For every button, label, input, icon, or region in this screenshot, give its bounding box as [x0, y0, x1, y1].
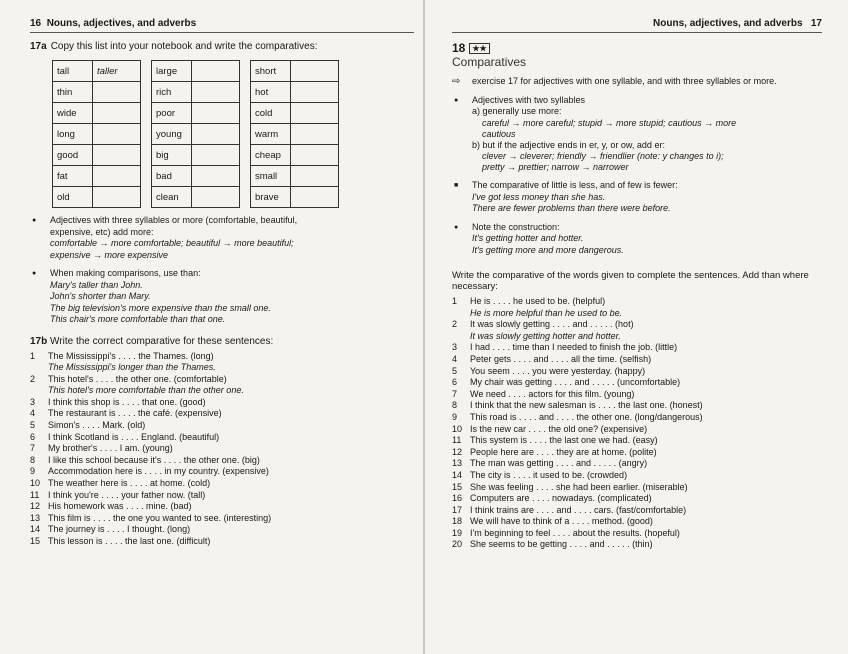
- comparative-cell: [192, 145, 240, 166]
- adjective-cell: big: [152, 145, 192, 166]
- item-number: 14: [452, 469, 463, 480]
- item-text: My brother's . . . . I am. (young): [48, 443, 173, 454]
- item-number: 1: [452, 296, 458, 306]
- adjective-cell: long: [53, 124, 93, 145]
- table-row: [251, 124, 339, 145]
- right-running-title: Nouns, adjectives, and adverbs: [653, 18, 803, 29]
- item-number: 19: [452, 527, 463, 538]
- list-item: [452, 377, 822, 389]
- item-text: People here are . . . . they are at home. (polite): [470, 446, 657, 457]
- item-number: 20: [452, 539, 463, 550]
- list-item: [30, 524, 414, 536]
- list-item: [452, 493, 822, 505]
- adjective-cell: brave: [251, 187, 291, 208]
- list-item: [30, 501, 414, 513]
- table-row: [53, 103, 141, 124]
- comparative-cell: [93, 124, 141, 145]
- item-number: 12: [30, 501, 41, 512]
- item-text: Peter gets . . . . and . . . . all the time. (selfish): [470, 353, 652, 364]
- adjective-cell: small: [251, 166, 291, 187]
- table-row: [152, 124, 240, 145]
- item-number: 6: [452, 377, 458, 388]
- example-answer: The Mississippi's longer than the Thames.: [48, 362, 216, 373]
- two-syllable-rule: ● Adjectives with two syllables a) generally use more: careful → more careful; stupid → more stupid; cautious → more cautious b) but if the adjective ends in er, y, or ow, add er: clever → cleverer; friendly → friendlier (note: y changes to i); pretty → prettier; narrow → narrower: [452, 95, 822, 174]
- table-row: [251, 82, 339, 103]
- adjective-cell: warm: [251, 124, 291, 145]
- item-text: Simon's . . . . Mark. (old): [48, 420, 146, 431]
- construction-note: ● Note the construction: It's getting hotter and hotter. It's getting more and more dangerous.: [452, 222, 822, 257]
- table-row: [53, 145, 141, 166]
- adjective-cell: short: [251, 61, 291, 82]
- item-text: Accommodation here is . . . . in my country. (expensive): [48, 466, 269, 477]
- left-page-number: 16: [30, 18, 42, 29]
- list-item: [452, 424, 822, 436]
- item-text: Computers are . . . . nowadays. (complicated): [470, 493, 652, 504]
- item-number: 8: [452, 400, 458, 411]
- list-item: [452, 539, 822, 551]
- item-number: 2: [452, 319, 458, 330]
- list-item: [30, 374, 414, 386]
- list-item: [30, 536, 414, 548]
- item-text: He is . . . . he used to be. (helpful): [470, 296, 606, 306]
- item-text: You seem . . . . you were yesterday. (happy): [470, 365, 646, 376]
- item-number: 7: [452, 388, 458, 399]
- item-text: This film is . . . . the one you wanted to see. (interesting): [48, 512, 272, 523]
- comparative-cell: [291, 145, 339, 166]
- list-item: [452, 400, 822, 412]
- comparative-cell: [192, 124, 240, 145]
- item-text: The man was getting . . . . and . . . . . (angry): [470, 458, 648, 469]
- exercise-18-list: [452, 296, 822, 551]
- item-number: 10: [30, 478, 41, 489]
- table-row: [251, 187, 339, 208]
- list-item: [30, 420, 414, 432]
- item-number: 9: [30, 466, 36, 477]
- item-text: My chair was getting . . . . and . . . . . (uncomfortable): [470, 377, 681, 388]
- exercise-17b-list: [30, 351, 414, 548]
- table-row: [251, 145, 339, 166]
- adjective-table: [52, 60, 141, 208]
- item-text: The city is . . . . it used to be. (crowded): [470, 469, 628, 480]
- table-row: [53, 82, 141, 103]
- comparative-cell: [192, 103, 240, 124]
- adjective-cell: clean: [152, 187, 192, 208]
- list-item: [30, 408, 414, 420]
- table-row: [53, 166, 141, 187]
- comparative-cell: [291, 82, 339, 103]
- comparative-cell: [291, 124, 339, 145]
- item-number: 6: [30, 431, 36, 442]
- item-number: 3: [30, 396, 36, 407]
- table-row: [53, 124, 141, 145]
- comparatives-tables: [52, 60, 414, 208]
- item-text: His homework was . . . . mine. (bad): [48, 501, 192, 512]
- adjective-cell: rich: [152, 82, 192, 103]
- list-item: [30, 478, 414, 490]
- adjective-table: [250, 60, 339, 208]
- table-row: [152, 61, 240, 82]
- item-text: The weather here is . . . . at home. (cold): [48, 478, 211, 489]
- list-item: [30, 455, 414, 467]
- table-row: [152, 187, 240, 208]
- adjective-cell: poor: [152, 103, 192, 124]
- than-rule: ● When making comparisons, use than: Mary's taller than John. John's shorter than Mary. The big television's more expensive than the small one. This chair's more comfortable than that one.: [30, 268, 414, 326]
- list-item: [452, 470, 822, 482]
- item-number: 3: [452, 342, 458, 353]
- list-item: [452, 482, 822, 494]
- comparative-cell: [93, 187, 141, 208]
- adjective-cell: good: [53, 145, 93, 166]
- table-row: [251, 103, 339, 124]
- list-item: [30, 351, 414, 363]
- item-text: The restaurant is . . . . the café. (expensive): [48, 408, 222, 419]
- item-number: 16: [452, 493, 463, 504]
- exercise-17a-title: 17a Copy this list into your notebook and write the comparatives:: [30, 41, 318, 52]
- exercise-17b-title: 17b Write the correct comparative for these sentences:: [30, 335, 274, 347]
- adjective-cell: old: [53, 187, 93, 208]
- comparative-cell: [93, 145, 141, 166]
- comparative-cell: [192, 61, 240, 82]
- right-page: [426, 0, 848, 654]
- adjective-cell: bad: [152, 166, 192, 187]
- list-item: [30, 466, 414, 478]
- section-title: Comparatives: [452, 55, 527, 69]
- item-text: I had . . . . time than I needed to finish the job. (little): [470, 342, 678, 353]
- item-text: This system is . . . . the last one we had. (easy): [470, 435, 658, 446]
- item-text: This lesson is . . . . the last one. (difficult): [48, 536, 211, 546]
- comparative-cell: taller: [93, 61, 141, 82]
- list-item: [452, 319, 822, 331]
- list-item: [452, 389, 822, 401]
- example-answer: It was slowly getting hotter and hotter.: [470, 330, 621, 341]
- list-item: [452, 342, 822, 354]
- item-text: I like this school because it's . . . . the other one. (big): [48, 454, 260, 465]
- adjective-cell: young: [152, 124, 192, 145]
- item-text: She seems to be getting . . . . and . . . . . (thin): [470, 539, 653, 550]
- right-page-number: 17: [810, 18, 822, 29]
- difficulty-stars-icon: ★★: [469, 43, 489, 54]
- item-text: This hotel's . . . . the other one. (comfortable): [48, 373, 227, 384]
- item-text: This road is . . . . and . . . . the other one. (long/dangerous): [470, 411, 703, 422]
- adjective-cell: large: [152, 61, 192, 82]
- right-running-head: [452, 18, 822, 33]
- table-row: [152, 103, 240, 124]
- item-number: 18: [452, 516, 463, 527]
- list-item: [30, 432, 414, 444]
- item-number: 8: [30, 454, 36, 465]
- list-item: [452, 435, 822, 447]
- item-number: 17: [452, 504, 463, 515]
- comparative-cell: [93, 166, 141, 187]
- left-running-title: Nouns, adjectives, and adverbs: [46, 18, 197, 29]
- comparative-cell: [291, 61, 339, 82]
- cross-reference: ⇨ exercise 17 for adjectives with one syllable, and with three syllables or more.: [452, 76, 822, 88]
- adjective-cell: hot: [251, 82, 291, 103]
- list-item: [452, 528, 822, 540]
- item-number: 5: [30, 420, 36, 431]
- little-few-rule: ■ The comparative of little is less, and of few is fewer: I've got less money than she has. There are fewer problems than there were before.: [452, 180, 822, 215]
- item-text: I think Scotland is . . . . England. (beautiful): [48, 431, 220, 442]
- item-number: 11: [30, 489, 40, 500]
- item-text: I think this shop is . . . . that one. (good): [48, 396, 206, 407]
- comparative-cell: [93, 103, 141, 124]
- item-number: 5: [452, 365, 458, 376]
- item-number: 15: [30, 536, 41, 546]
- item-number: 4: [452, 353, 458, 364]
- list-item: [452, 516, 822, 528]
- list-item: [452, 366, 822, 378]
- table-row: [152, 145, 240, 166]
- item-text: I think trains are . . . . and . . . . cars. (fast/comfortable): [470, 504, 687, 515]
- list-item: [452, 447, 822, 459]
- item-text: We need . . . . actors for this film. (young): [470, 388, 635, 399]
- item-number: 13: [452, 458, 463, 469]
- list-item: [452, 412, 822, 424]
- item-number: 11: [452, 435, 462, 446]
- comparative-cell: [291, 187, 339, 208]
- table-row: [152, 82, 240, 103]
- table-row: [53, 61, 141, 82]
- comparative-cell: [192, 166, 240, 187]
- item-number: 13: [30, 512, 41, 523]
- item-text: Is the new car . . . . the old one? (expensive): [470, 423, 648, 434]
- item-text: It was slowly getting . . . . and . . . . . (hot): [470, 319, 634, 330]
- item-number: 10: [452, 423, 463, 434]
- item-number: 9: [452, 411, 458, 422]
- adjective-cell: cold: [251, 103, 291, 124]
- item-number: 4: [30, 408, 36, 419]
- comparative-cell: [291, 103, 339, 124]
- list-item: [30, 397, 414, 409]
- example-answer: This hotel's more comfortable than the other one.: [48, 385, 244, 396]
- item-number: 12: [452, 446, 463, 457]
- list-item: [452, 354, 822, 366]
- list-item: [30, 443, 414, 455]
- item-text: I think you're . . . . your father now. (tall): [48, 489, 206, 500]
- exercise-18-instruction: Write the comparative of the words given to complete the sentences. Add than where necessary:: [452, 270, 809, 292]
- item-text: I'm beginning to feel . . . . about the results. (hopeful): [470, 527, 680, 538]
- three-syllable-rule: ● Adjectives with three syllables or more (comfortable, beautiful, expensive, etc) add more: comfortable → more comfortable; beautiful → more beautiful; expensive → more expensive: [30, 215, 414, 261]
- adjective-cell: fat: [53, 166, 93, 187]
- table-row: [251, 166, 339, 187]
- item-number: 15: [452, 481, 463, 492]
- adjective-table: [151, 60, 240, 208]
- item-text: The journey is . . . . I thought. (long): [48, 524, 191, 535]
- item-number: 2: [30, 373, 36, 384]
- section-heading: 18 ★★: [452, 41, 822, 55]
- adjective-cell: cheap: [251, 145, 291, 166]
- comparative-cell: [192, 187, 240, 208]
- example-answer: He is more helpful than he used to be.: [470, 307, 623, 318]
- item-text: We will have to think of a . . . . method. (good): [470, 516, 653, 527]
- comparative-cell: [192, 82, 240, 103]
- item-number: 1: [30, 350, 36, 361]
- left-running-head: [30, 18, 414, 33]
- list-item: [452, 458, 822, 470]
- item-number: 7: [30, 443, 36, 454]
- adjective-cell: wide: [53, 103, 93, 124]
- comparative-cell: [291, 166, 339, 187]
- comparative-cell: [93, 82, 141, 103]
- item-text: I think that the new salesman is . . . . the last one. (honest): [470, 400, 703, 411]
- list-item: [30, 490, 414, 502]
- table-row: [152, 166, 240, 187]
- list-item: [30, 513, 414, 525]
- table-row: [251, 61, 339, 82]
- list-item: [452, 296, 822, 308]
- item-number: 14: [30, 524, 41, 535]
- table-row: [53, 187, 141, 208]
- adjective-cell: tall: [53, 61, 93, 82]
- item-text: The Mississippi's . . . . the Thames. (long): [48, 350, 214, 361]
- item-text: She was feeling . . . . she had been earlier. (miserable): [470, 481, 688, 492]
- adjective-cell: thin: [53, 82, 93, 103]
- list-item: [452, 505, 822, 517]
